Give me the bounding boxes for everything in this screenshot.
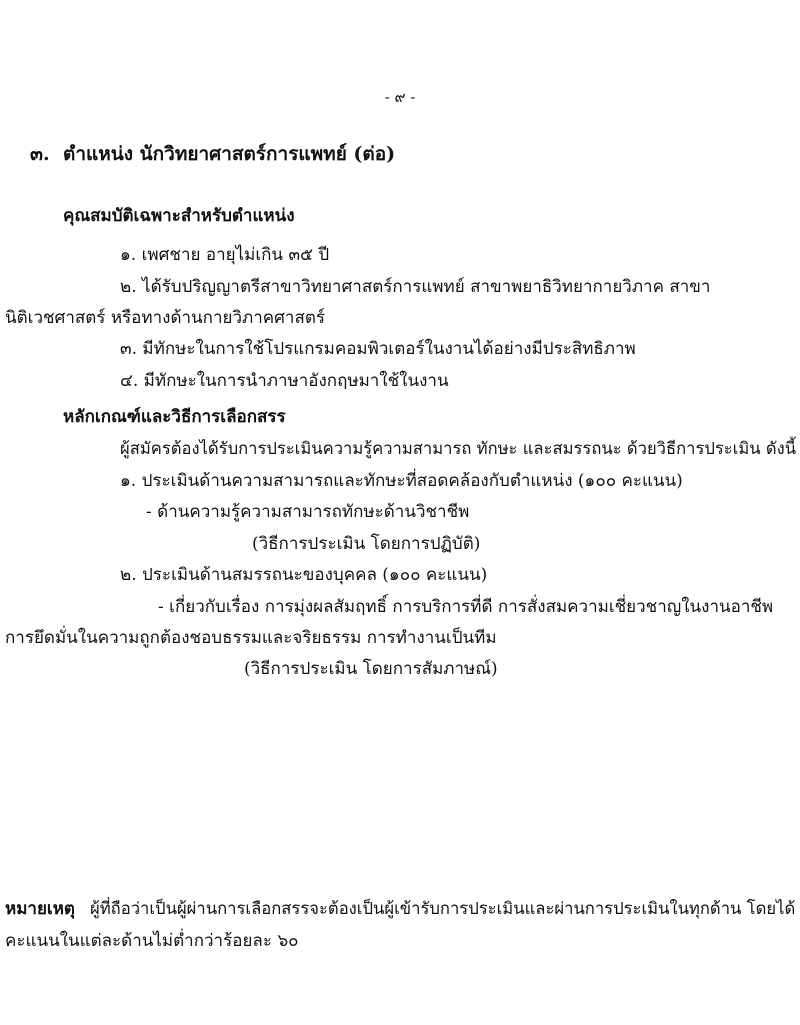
criteria-item: ๑. ประเมินด้านความสามารถและทักษะที่สอดคล้องกับตำแหน่ง (๑๐๐ คะแนน) [120, 471, 683, 491]
criteria-subitem: - เกี่ยวกับเรื่อง การมุ่งผลสัมฤทธิ์ การบริการที่ดี การสั่งสมความเชี่ยวชาญในงานอาชีพ [158, 597, 774, 617]
qualification-item-continued: นิติเวชศาสตร์ หรือทางด้านกายวิภาคศาสตร์ [5, 308, 326, 328]
qualification-item: ๒. ได้รับปริญญาตรีสาขาวิทยาศาสตร์การแพทย์ สาขาพยาธิวิทยากายวิภาค สาขา [120, 277, 711, 297]
page-number: - ๙ - [384, 88, 416, 106]
criteria-method: (วิธีการประเมิน โดยการสัมภาษณ์) [244, 659, 498, 679]
qualifications-heading: คุณสมบัติเฉพาะสำหรับตำแหน่ง [63, 206, 295, 226]
section-number: ๓. [30, 143, 50, 165]
note-text-continued: คะแนนในแต่ละด้านไม่ต่ำกว่าร้อยละ ๖๐ [5, 931, 299, 951]
criteria-subitem-continued: การยึดมั่นในความถูกต้องชอบธรรมและจริยธรรม การทำงานเป็นทีม [5, 628, 497, 648]
qualification-item: ๑. เพศชาย อายุไม่เกิน ๓๕ ปี [120, 245, 330, 265]
criteria-intro: ผู้สมัครต้องได้รับการประเมินความรู้ความสามารถ ทักษะ และสมรรถนะ ด้วยวิธีการประเมิน ดังนี้ [120, 439, 797, 458]
criteria-method: (วิธีการประเมิน โดยการปฏิบัติ) [252, 534, 481, 554]
criteria-item: ๒. ประเมินด้านสมรรถนะของบุคคล (๑๐๐ คะแนน) [120, 565, 488, 585]
note-label: หมายเหตุ [5, 899, 75, 919]
qualification-item: ๔. มีทักษะในการนำภาษาอังกฤษมาใช้ในงาน [120, 371, 449, 391]
qualification-item: ๓. มีทักษะในการใช้โปรแกรมคอมพิวเตอร์ในงานได้อย่างมีประสิทธิภาพ [120, 339, 636, 359]
section-title: ตำแหน่ง นักวิทยาศาสตร์การแพทย์ (ต่อ) [63, 143, 396, 165]
criteria-heading: หลักเกณฑ์และวิธีการเลือกสรร [63, 407, 286, 427]
criteria-subitem: - ด้านความรู้ความสามารถทักษะด้านวิชาชีพ [146, 502, 470, 522]
note-text: ผู้ที่ถือว่าเป็นผู้ผ่านการเลือกสรรจะต้องเป็นผู้เข้ารับการประเมินและผ่านการประเมินในทุกด้าน โดยได้ [90, 899, 796, 918]
